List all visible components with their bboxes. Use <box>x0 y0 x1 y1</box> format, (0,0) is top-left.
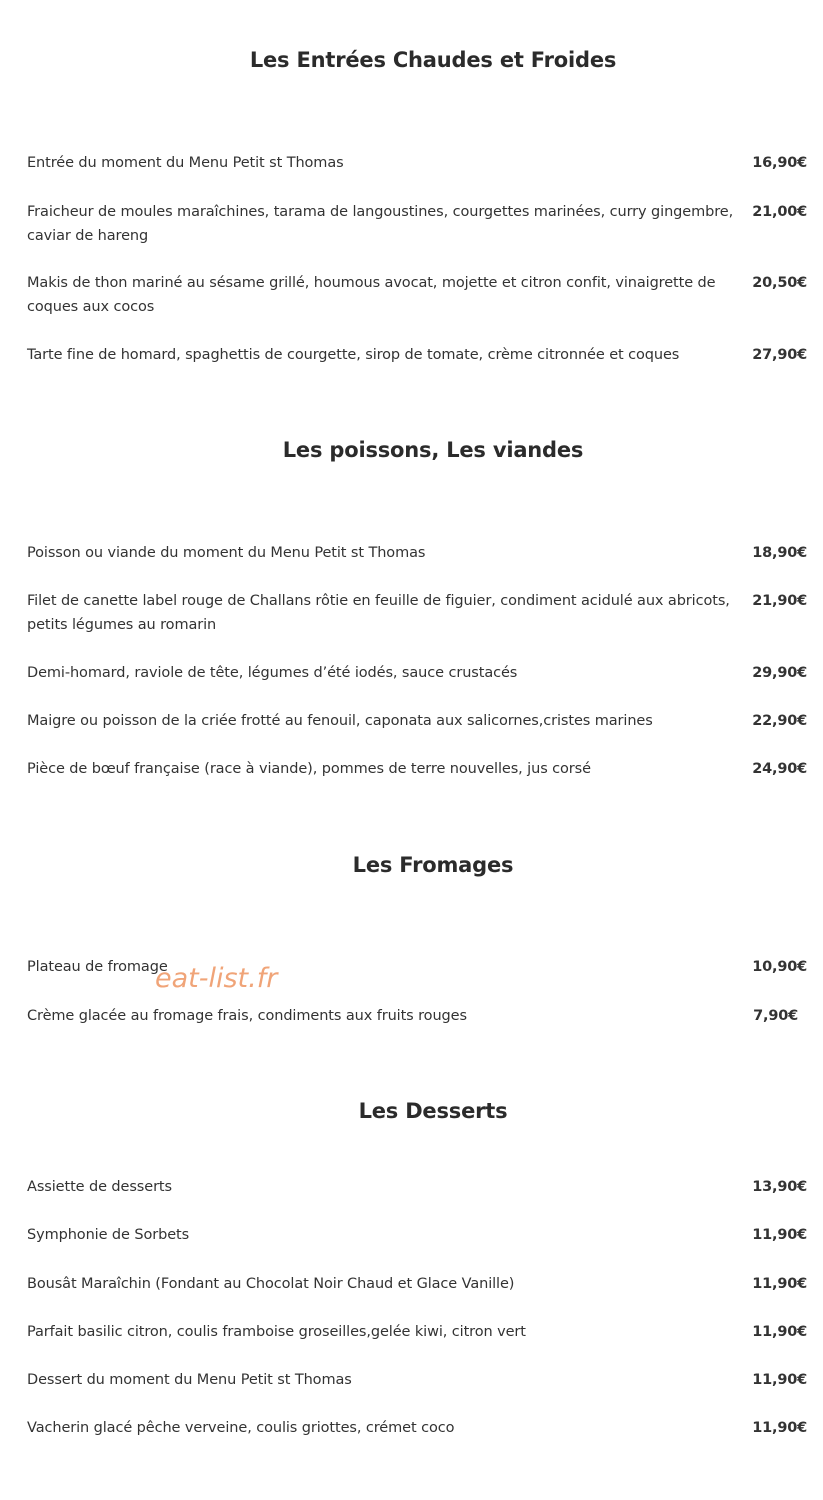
menu-item <box>27 589 807 637</box>
menu-item-price: 27,90€ <box>752 347 807 363</box>
menu-item-name: Tarte fine de homard, spaghettis de courgette, sirop de tomate, crème citronnée et coques <box>27 347 680 363</box>
menu-item-name: Crème glacée au fromage frais, condiments aux fruits rouges <box>27 1008 467 1024</box>
menu-item-name: Parfait basilic citron, coulis framboise groseilles,gelée kiwi, citron vert <box>27 1324 526 1340</box>
menu-item-name: Plateau de fromage <box>27 959 168 975</box>
menu-item <box>27 343 807 367</box>
menu-item-price: 21,00€ <box>752 204 807 220</box>
menu-item-price: 11,90€ <box>752 1276 807 1292</box>
section-title-fromages: Les Fromages <box>352 853 514 877</box>
menu-item-name: Makis de thon mariné au sésame grillé, houmous avocat, mojette et citron confit, vinaigrette de coques aux cocos <box>27 275 716 315</box>
menu-item-price: 11,90€ <box>752 1420 807 1436</box>
section-title-desserts: Les Desserts <box>358 1099 508 1123</box>
section-title-entrees: Les Entrées Chaudes et Froides <box>249 48 617 72</box>
menu-item-price: 11,90€ <box>752 1227 807 1243</box>
menu-item-price: 18,90€ <box>752 545 807 561</box>
menu-item-price: 22,90€ <box>752 713 807 729</box>
menu-item-name: Filet de canette label rouge de Challans rôtie en feuille de figuier, condiment acidulé aux abricots, petits légumes au romarin <box>27 593 730 633</box>
menu-item <box>27 1272 807 1296</box>
menu-item <box>27 1223 807 1247</box>
menu-item-name: Poisson ou viande du moment du Menu Petit st Thomas <box>27 545 426 561</box>
menu-item <box>27 1175 807 1199</box>
menu-item-name: Assiette de desserts <box>27 1179 172 1195</box>
menu-item <box>27 757 807 781</box>
menu-item-name: Dessert du moment du Menu Petit st Thomas <box>27 1372 352 1388</box>
menu-item-price: 7,90€ <box>753 1008 798 1024</box>
menu-item-price: 20,50€ <box>752 275 807 291</box>
menu-item <box>27 271 807 319</box>
menu-item-price: 11,90€ <box>752 1372 807 1388</box>
menu-item-name: Maigre ou poisson de la criée frotté au fenouil, caponata aux salicornes,cristes marines <box>27 713 653 729</box>
menu-item-name: Pièce de bœuf française (race à viande), pommes de terre nouvelles, jus corsé <box>27 761 591 777</box>
menu-item <box>27 151 807 175</box>
menu-item <box>27 1368 807 1392</box>
menu-item-name: Symphonie de Sorbets <box>27 1227 190 1243</box>
watermark-text: eat-list.fr <box>155 963 278 994</box>
menu-item-price: 29,90€ <box>752 665 807 681</box>
menu-item-name: Bousât Maraîchin (Fondant au Chocolat Noir Chaud et Glace Vanille) <box>27 1276 515 1292</box>
menu-item <box>27 1004 807 1028</box>
menu-item-price: 16,90€ <box>752 155 807 171</box>
menu-item-name: Fraicheur de moules maraîchines, tarama de langoustines, courgettes marinées, curry gingembre, caviar de hareng <box>27 204 734 244</box>
menu-item-name: Vacherin glacé pêche verveine, coulis griottes, crémet coco <box>27 1420 455 1436</box>
menu-item-price: 21,90€ <box>752 593 807 609</box>
menu-item <box>27 709 807 733</box>
menu-item <box>27 1320 807 1344</box>
menu-item-price: 24,90€ <box>752 761 807 777</box>
section-title-poissons-viandes: Les poissons, Les viandes <box>282 438 584 462</box>
menu-item <box>27 955 807 979</box>
menu-item <box>27 661 807 685</box>
menu-item-name: Demi-homard, raviole de tête, légumes d’été iodés, sauce crustacés <box>27 665 518 681</box>
menu-item-price: 10,90€ <box>752 959 807 975</box>
menu-item-price: 13,90€ <box>752 1179 807 1195</box>
menu-item <box>27 541 807 565</box>
menu-item-name: Entrée du moment du Menu Petit st Thomas <box>27 155 344 171</box>
menu-item <box>27 1416 807 1440</box>
menu-item-price: 11,90€ <box>752 1324 807 1340</box>
menu-item <box>27 200 807 248</box>
